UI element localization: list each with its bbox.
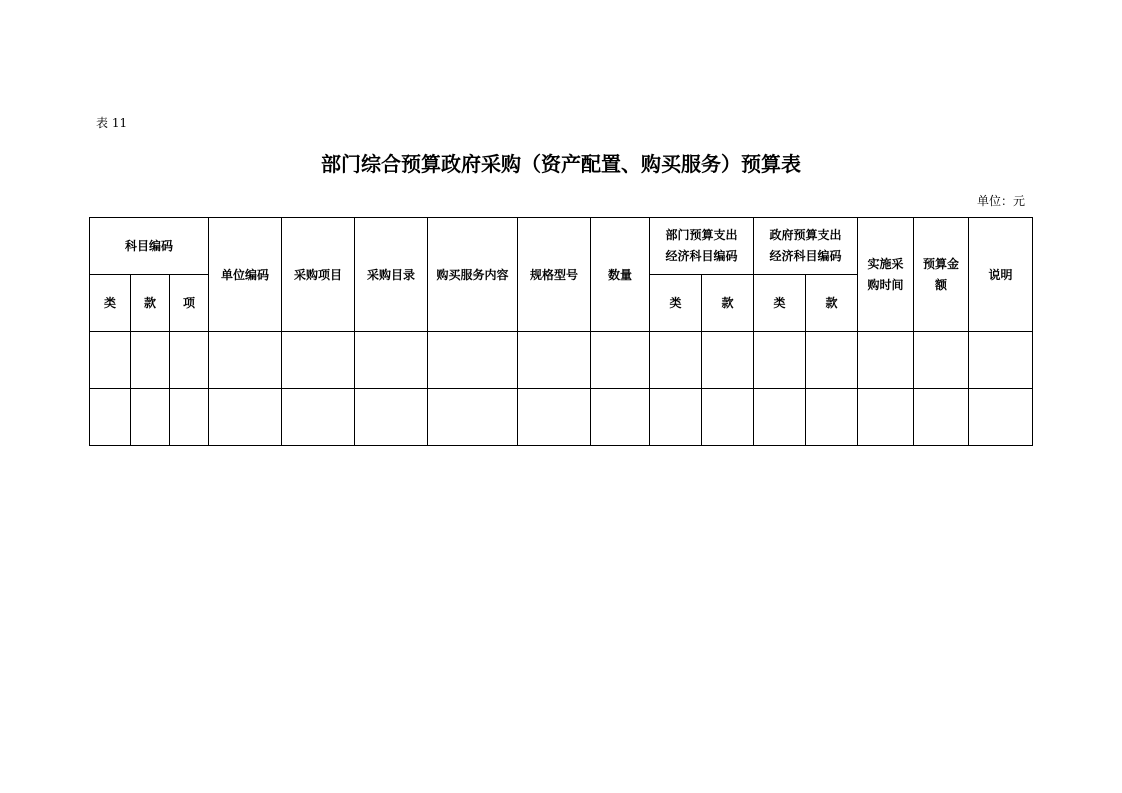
table-cell [702, 332, 754, 389]
table-cell [969, 389, 1033, 446]
header-gov-class: 类 [754, 275, 806, 332]
table-cell [428, 332, 518, 389]
unit-label: 单位：元 [976, 194, 1025, 208]
table-cell [914, 389, 969, 446]
table-cell [209, 332, 282, 389]
table-cell [969, 332, 1033, 389]
header-service-content: 购买服务内容 [428, 218, 518, 332]
table-cell [131, 332, 170, 389]
table-cell [131, 389, 170, 446]
table-cell [90, 389, 131, 446]
table-cell [650, 389, 702, 446]
header-dept-section: 款 [702, 275, 754, 332]
table-row [90, 389, 1033, 446]
table-cell [591, 389, 650, 446]
table-row [90, 332, 1033, 389]
header-implementation-time [858, 218, 914, 332]
table-cell [170, 389, 209, 446]
table-cell [355, 389, 428, 446]
header-implementation-time-text: 实施采购时间 [867, 256, 904, 292]
header-dept-class: 类 [650, 275, 702, 332]
table-cell [806, 332, 858, 389]
table-cell [282, 332, 355, 389]
table-cell [754, 332, 806, 389]
header-procurement-project: 采购项目 [282, 218, 355, 332]
header-dept-econ-code [650, 218, 754, 275]
table-number: 表 11 [96, 116, 128, 130]
table-cell [282, 389, 355, 446]
table-cell [806, 389, 858, 446]
header-procurement-catalog: 采购目录 [355, 218, 428, 332]
table-cell [90, 332, 131, 389]
header-remarks: 说明 [969, 218, 1033, 332]
table-cell [754, 389, 806, 446]
table-cell [591, 332, 650, 389]
header-gov-econ-code-text: 政府预算支出经济科目编码 [769, 228, 842, 263]
table-cell [170, 332, 209, 389]
header-quantity: 数量 [591, 218, 650, 332]
table-cell [355, 332, 428, 389]
header-subject-code: 科目编码 [90, 218, 209, 275]
header-gov-econ-code [754, 218, 858, 275]
header-budget-amount-text: 预算金额 [922, 256, 959, 292]
header-dept-econ-code-text: 部门预算支出经济科目编码 [665, 228, 738, 263]
table-cell [702, 389, 754, 446]
table-cell [518, 389, 591, 446]
table-cell [209, 389, 282, 446]
budget-table [89, 217, 1033, 446]
table-cell [650, 332, 702, 389]
header-spec-model: 规格型号 [518, 218, 591, 332]
header-unit-code: 单位编码 [209, 218, 282, 332]
header-subject-class: 类 [90, 275, 131, 332]
header-budget-amount [914, 218, 969, 332]
table-cell [858, 389, 914, 446]
table-cell [428, 389, 518, 446]
header-subject-section: 款 [131, 275, 170, 332]
header-subject-item: 项 [170, 275, 209, 332]
table-cell [518, 332, 591, 389]
page-title: 部门综合预算政府采购（资产配置、购买服务）预算表 [321, 152, 801, 176]
header-gov-section: 款 [806, 275, 858, 332]
table-cell [914, 332, 969, 389]
table-cell [858, 332, 914, 389]
